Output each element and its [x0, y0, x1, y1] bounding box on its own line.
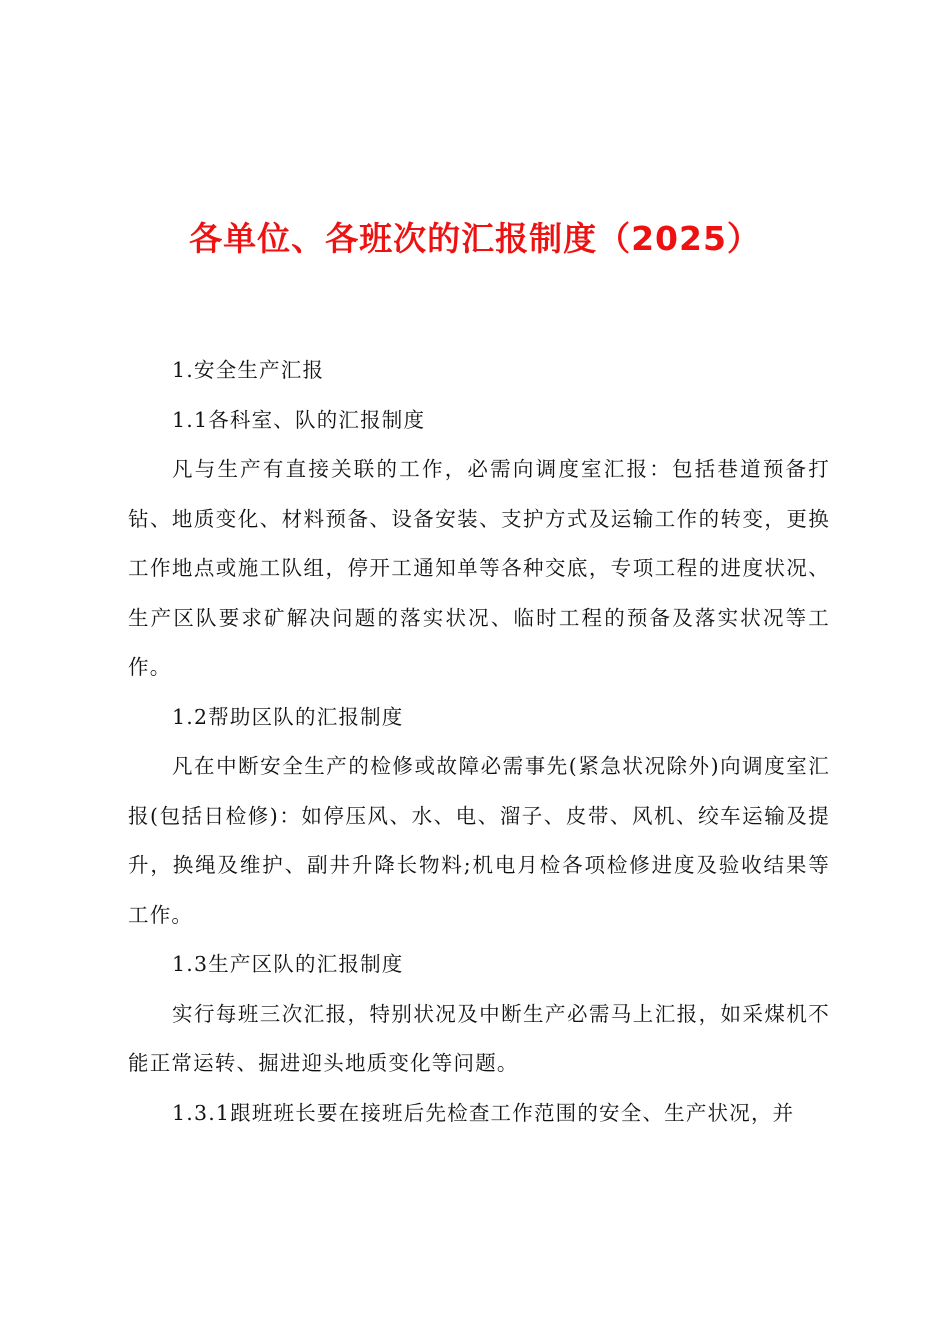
section-heading: 1.安全生产汇报	[172, 358, 325, 382]
subsection-heading: 1.2帮助区队的汇报制度	[172, 704, 404, 729]
body-paragraph: 凡在中断安全生产的检修或故障必需事先(紧急状况除外)向调度室汇报(包括日检修)：如停压风、水、电、溜子、皮带、风机、绞车运输及提升，换绳及维护、副井升降长物料;机电月检各项检修进度及验收结果等工作。	[128, 754, 830, 927]
body-paragraph: 1.3.1跟班班长要在接班后先检查工作范围的安全、生产状况，并	[172, 1100, 795, 1125]
body-paragraph: 凡与生产有直接关联的工作，必需向调度室汇报：包括巷道预备打钻、地质变化、材料预备、设备安装、支护方式及运输工作的转变，更换工作地点或施工队组，停开工通知单等各种交底，专项工程的进度状况、生产区队要求矿解决问题的落实状况、临时工程的预备及落实状况等工作。	[128, 457, 830, 679]
document-title: 各单位、各班次的汇报制度（2025）	[189, 219, 761, 258]
subsection-heading: 1.1各科室、队的汇报制度	[172, 407, 426, 432]
body-paragraph: 实行每班三次汇报，特别状况及中断生产必需马上汇报，如采煤机不能正常运转、掘进迎头地质变化等问题。	[128, 1001, 830, 1075]
subsection-heading: 1.3生产区队的汇报制度	[172, 952, 404, 976]
document-body	[128, 346, 830, 1138]
